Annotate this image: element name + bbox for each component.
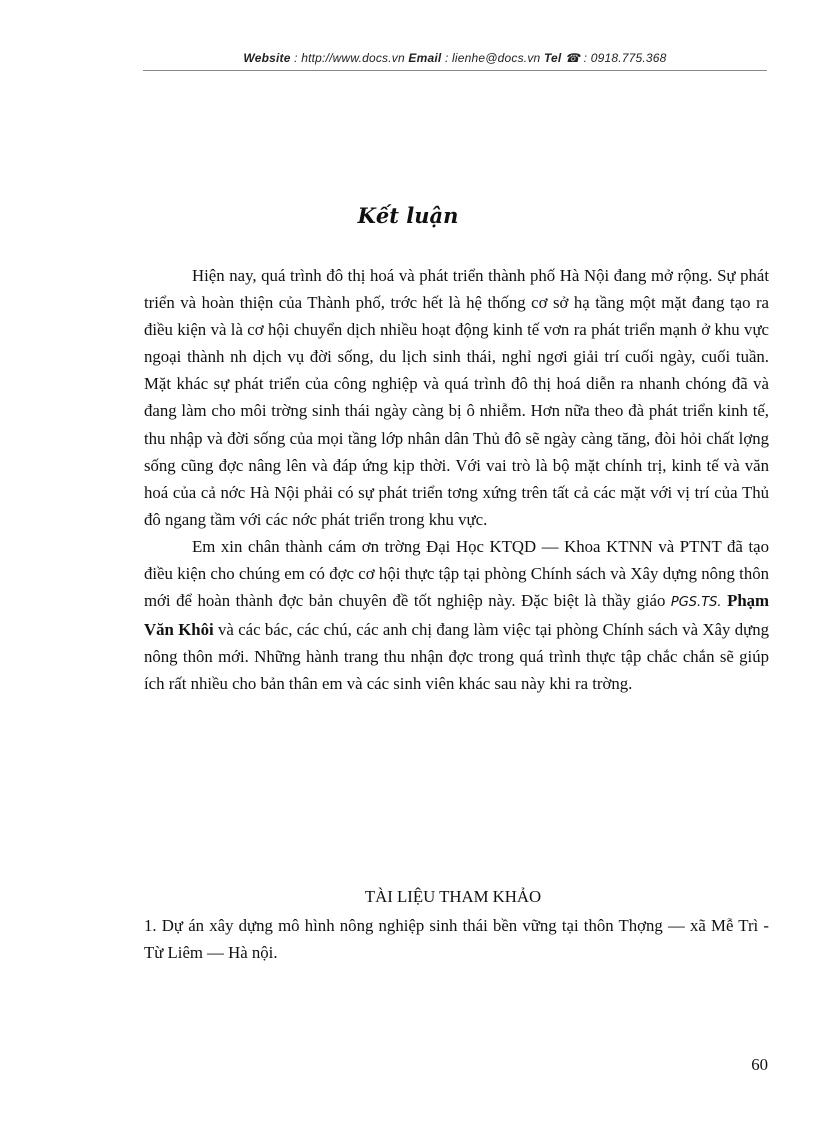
references-list: [144, 912, 769, 966]
academic-title: PGS.TS.: [670, 595, 722, 611]
page-number: 60: [751, 1055, 768, 1074]
page-header: [143, 51, 767, 65]
page-title: Kết luận: [357, 203, 459, 228]
website-value: : http://www.docs.vn: [290, 51, 409, 65]
references-heading: TÀI LIỆU THAM KHẢO: [364, 887, 542, 906]
header-divider: [143, 70, 767, 71]
tel-label: Tel: [543, 51, 562, 65]
website-label: Website: [243, 51, 291, 65]
paragraph-1: Hiện nay, quá trình đô thị hoá và phát triển thành phố Hà Nội đang mở rộng. Sự phát triển và hoàn thiện của Thành phố, trớc hết là hệ thống cơ sở hạ tầng một mặt đang tạo ra điều kiện và là cơ hội chuyển dịch nhiều hoạt động kinh tế vơn ra phát triển mạnh ở khu vực ngoại thành nh dịch vụ đời sống, du lịch sinh thái, nghỉ ngơi giải trí cuối ngày, cuối tuần. Mặt khác sự phát triển của công nghiệp và quá trình đô thị hoá diễn ra nhanh chóng đã và đang làm cho môi trờng sinh thái ngày càng bị ô nhiễm. Hơn nữa theo đà phát triển kinh tế, thu nhập và đời sống của mọi tầng lớp nhân dân Thủ đô sẽ ngày càng tăng, đòi hỏi chất lợng sống cũng đợc nâng lên và đáp ứng kịp thời. Với vai trò là bộ mặt chính trị, kinh tế và văn hoá của cả nớc Hà Nội phải có sự phát triển tơng xứng trên tất cả các mặt với vị trí của Thủ đô ngang tầm với các nớc phát triển trong khu vực.: [144, 266, 769, 529]
conclusion-body: [144, 262, 769, 698]
reference-item: 1. Dự án xây dựng mô hình nông nghiệp sinh thái bền vững tại thôn Thợng — xã Mễ Trì - Từ Liêm — Hà nội.: [144, 916, 769, 962]
phone-icon: ☎: [564, 51, 581, 65]
paragraph-2-end: và các bác, các chú, các anh chị đang làm việc tại phòng Chính sách và Xây dựng nông thôn mới. Những hành trang thu nhận đợc trong quá trình thực tập chắc chắn sẽ giúp ích rất nhiều cho bản thân em và các sinh viên khác sau này khi ra trờng.: [144, 620, 769, 694]
email-value: : lienhe@docs.vn: [441, 51, 544, 65]
tel-value: : 0918.775.368: [580, 51, 667, 65]
email-label: Email: [408, 51, 442, 65]
paragraph-2-start: Em xin chân thành cám ơn trờng Đại Học KTQD — Khoa KTNN và PTNT đã tạo điều kiện cho chúng em có đợc cơ hội thực tập tại phòng Chính sách và Xây dựng nông thôn mới để hoàn thành đợc bản chuyên đề tốt nghiệp này. Đặc biệt là thầy giáo: [144, 536, 769, 611]
advisor-name: Phạm Văn Khôi: [144, 591, 770, 640]
paragraph-2: [144, 533, 769, 698]
